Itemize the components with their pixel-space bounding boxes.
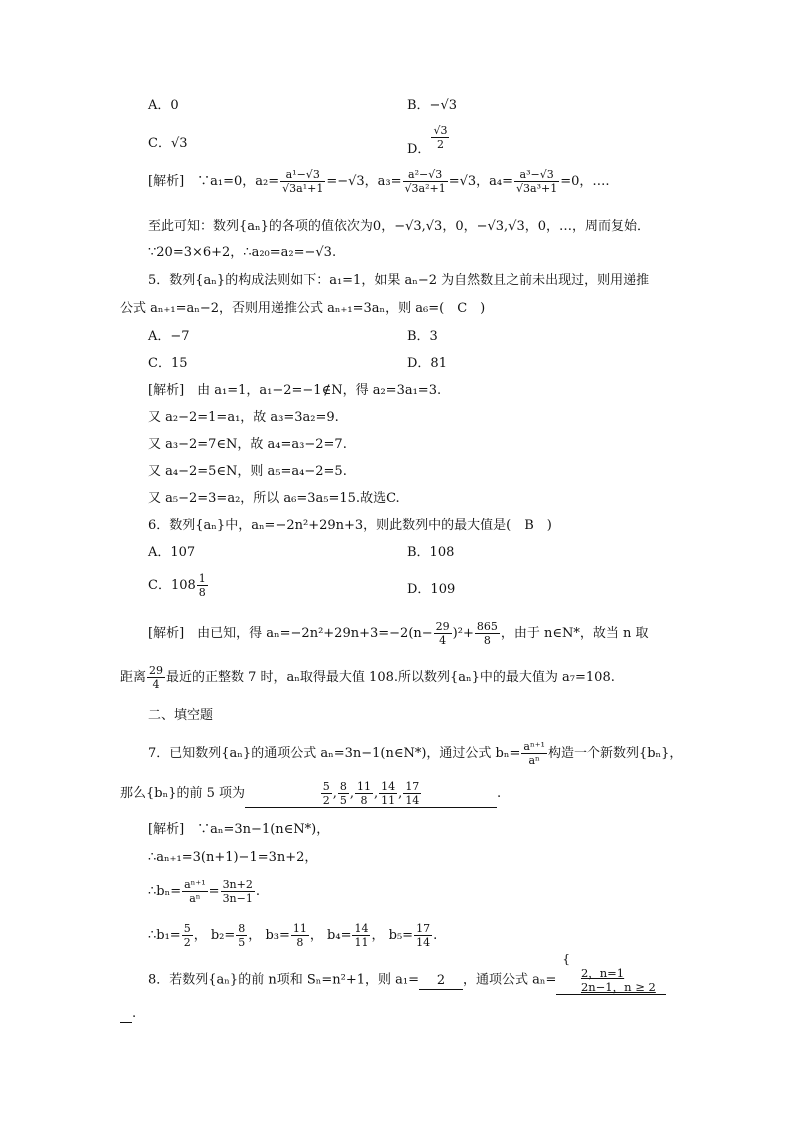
q7-solution-line4: ∴b₁= $\frac{5}{2}$ ， b₂= $\frac{8}{5}$ ， b₃= $\frac{11}{8}$ ， b₄= $\frac{14}{11}$ ， b₅= $\frac{17}{14}$ .: [148, 922, 438, 949]
q5-option-c: C．15: [148, 356, 188, 371]
q7-stem-line2: 那么{bₙ}的前 5 项为 $\frac{5}{2}$ , $\frac{8}{5}$ , $\frac{11}{8}$ , $\frac{14}{11}$ , $\frac{17}{14}$ .: [120, 780, 502, 807]
q5-option-b: B．3: [407, 329, 438, 344]
q5-stem-line1: 5．数列{aₙ}的构成法则如下：a₁=1，如果 aₙ−2 为自然数且之前未出现过，则用递推: [148, 273, 650, 288]
q4-option-a: A．0: [148, 98, 179, 113]
q5-solution-line4: 又 a₄−2=5∈N，则 a₅=a₄−2=5.: [148, 464, 347, 479]
q6-option-a: A．107: [148, 545, 196, 560]
q7-solution-line1: [解析] ∵aₙ=3n−1(n∈N*)，: [148, 822, 330, 837]
q6-option-d: D．109: [407, 582, 456, 597]
section-title: 二、填空题: [148, 708, 214, 723]
q6-stem: 6．数列{aₙ}中，aₙ=−2n²+29n+3，则此数列中的最大值是( B ): [148, 518, 552, 533]
q7-solution-line3: ∴bₙ= $\frac{\text{aⁿ⁺¹}}{\text{aⁿ}}$ = $\frac{3n+2}{3n-1}$ .: [148, 878, 261, 905]
q5-solution-line3: 又 a₃−2=7∈N，故 a₄=a₃−2=7.: [148, 437, 347, 452]
q8-answer-general: { $\frac{2,n=1}{2n-1,n \ge 2}$: [556, 966, 666, 995]
q4-option-c: C．√3: [148, 136, 188, 151]
q6-solution-line1: [解析] 由已知，得 aₙ=−2n²+29n+3=−2(n− $\frac{29}{4}$ )²+ $\frac{865}{8}$ ，由于 n∈N*，故当 n 取: [148, 620, 649, 647]
q8-tail: .: [120, 1006, 136, 1023]
q5-solution-line5: 又 a₅−2=3=a₂，所以 a₆=3a₅=15.故选C.: [148, 491, 400, 506]
q4-option-d: D． $\frac{√3}{2}$: [407, 124, 448, 157]
q8-stem: 8．若数列{aₙ}的前 n项和 Sₙ=n²+1，则 a₁= 2 ，通项公式 aₙ= { $\frac{2,n=1}{2n-1,n \ge 2}$: [148, 966, 666, 995]
q5-option-d: D．81: [407, 356, 447, 371]
q6-option-b: B．108: [407, 545, 455, 560]
q5-solution-line1: [解析] 由 a₁=1，a₁−2=−1∉N，得 a₂=3a₁=3.: [148, 383, 442, 398]
q7-stem-line1: 7．已知数列{aₙ}的通项公式 aₙ=3n−1(n∈N*)，通过公式 bₙ= $\frac{\text{aⁿ⁺¹}}{\text{aⁿ}}$ 构造一个新数列{bₙ}，: [148, 740, 683, 767]
q4-solution-line1: [解析] ∵a₁=0，a₂= $\frac{\text{a¹−√3}}{\text{√3a¹+1}}$ =−√3，a₃= $\frac{\text{a²−√3}}{\text{√3a²+1}}$ =√3，a₄= $\frac{\text{a³−√3}}{\text{√3a³+1}}$ =0，….: [148, 168, 610, 195]
q5-stem-line2: 公式 aₙ₊₁=aₙ−2，否则用递推公式 aₙ₊₁=3aₙ，则 a₆=( C ): [120, 301, 486, 316]
q6-option-c: C．108 $\frac{1}{8}$: [148, 572, 206, 599]
q8-answer-a1: 2: [419, 973, 463, 990]
q6-solution-line2: 距离 $\frac{29}{4}$ 最近的正整数 7 时，aₙ取得最大值 108.所以数列{aₙ}中的最大值为 a₇=108.: [120, 664, 615, 691]
q7-answer-blank: $\frac{5}{2}$ , $\frac{8}{5}$ , $\frac{11}{8}$ , $\frac{14}{11}$ , $\frac{17}{14}$: [245, 780, 497, 808]
q5-solution-line2: 又 a₂−2=1=a₁，故 a₃=3a₂=9.: [148, 410, 339, 425]
q5-option-a: A．−7: [148, 329, 190, 344]
q4-option-b: B．−√3: [407, 98, 458, 113]
q4-solution-line2: 至此可知：数列{aₙ}的各项的值依次为0，−√3,√3，0，−√3,√3，0，…，周而复始．: [148, 219, 650, 234]
q4-solution-line3: ∵20=3×6+2，∴a₂₀=a₂=−√3.: [148, 245, 337, 260]
q7-solution-line2: ∴aₙ₊₁=3(n+1)−1=3n+2，: [148, 850, 318, 865]
